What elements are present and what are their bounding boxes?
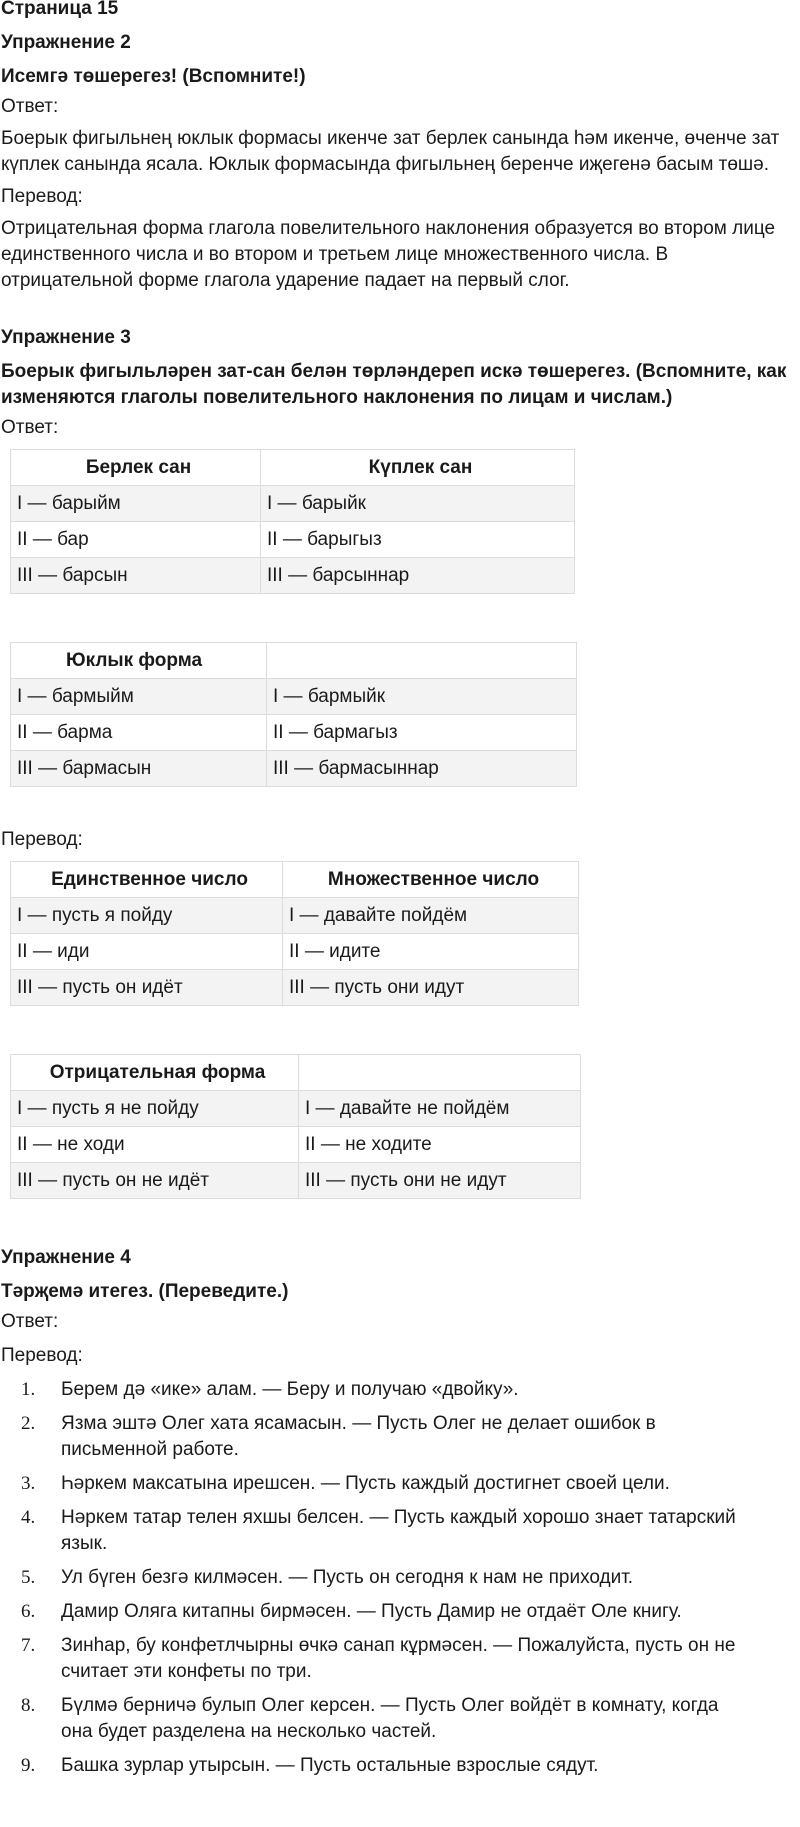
list-item xyxy=(1,1505,741,1557)
list-item-number: 1. xyxy=(21,1379,36,1400)
list-item-text: Ул бүген безгә килмәсен. — Пусть он сегодня к нам не приходит. xyxy=(61,1567,634,1588)
list-item-text: Язма эштә Олег хата ясамасын. — Пусть Олег не делает ошибок в письменной работе. xyxy=(61,1413,656,1460)
list-item xyxy=(1,1753,741,1779)
exercise-4 xyxy=(1,1245,800,1779)
list-item-text: Зинһар, бу конфетлчырны өчкә санап кұрмәсен. — Пожалуйста, пусть он не считает эти конфеты по три. xyxy=(61,1635,736,1682)
table-translation-numbers xyxy=(10,861,579,1006)
list-item-number: 3. xyxy=(21,1473,36,1494)
exercise-2 xyxy=(1,30,800,294)
exercise-4-answer-label: Ответ: xyxy=(1,1311,59,1332)
table-header: Единственное число xyxy=(11,862,283,898)
exercise-2-translation-text: Отрицательная форма глагола повелительного наклонения образуется во втором лице единственного числа и во втором и третьем лице множественного числа. В отрицательной форме глагола ударение падает на первый слог. xyxy=(1,218,776,291)
list-item-number: 9. xyxy=(21,1755,36,1776)
list-item-text: Башка зурлар утырсын. — Пусть остальные взрослые сядут. xyxy=(61,1755,599,1776)
list-item-number: 2. xyxy=(21,1413,36,1434)
table-row xyxy=(11,679,577,715)
list-item-text: Дамир Оляга китапны бирмәсен. — Пусть Дамир не отдаёт Оле книгу. xyxy=(61,1601,682,1622)
table-cell: II — не ходите xyxy=(299,1127,581,1163)
list-item xyxy=(1,1599,741,1625)
table-cell: II — бармагыз xyxy=(267,715,577,751)
table-header: Юклык форма xyxy=(11,643,267,679)
table-row xyxy=(11,558,575,594)
list-item-number: 6. xyxy=(21,1601,36,1622)
exercise-2-task: Исемгә төшерегез! (Вспомните!) xyxy=(1,66,306,87)
table-cell: II — барыгыз xyxy=(261,522,575,558)
table-row xyxy=(11,1127,581,1163)
table-row xyxy=(11,522,575,558)
table-row xyxy=(11,715,577,751)
translation-list xyxy=(1,1377,800,1779)
list-item-text: Бүлмә берничә булып Олег керсен. — Пусть Олег войдёт в комнату, когда она будет разделена на несколько частей. xyxy=(61,1695,719,1742)
list-item-number: 5. xyxy=(21,1567,36,1588)
table-cell: III — пусть они не идут xyxy=(299,1163,581,1199)
table-row xyxy=(11,751,577,787)
table-cell: I — бармыйк xyxy=(267,679,577,715)
table-cell: III — пусть он идёт xyxy=(11,970,283,1006)
table-cell: III — бармасын xyxy=(11,751,267,787)
list-item xyxy=(1,1565,741,1591)
table-cell: III — барсыннар xyxy=(261,558,575,594)
table-header: Берлек сан xyxy=(11,450,261,486)
table-header xyxy=(299,1055,581,1091)
exercise-3-translation-label: Перевод: xyxy=(1,829,83,850)
table-cell: III — пусть они идут xyxy=(283,970,579,1006)
list-item xyxy=(1,1411,741,1463)
table-row xyxy=(11,1091,581,1127)
exercise-4-title: Упражнение 4 xyxy=(1,1247,131,1268)
list-item-text: Нәркем татар телен яхшы белсен. — Пусть каждый хорошо знает татарский язык. xyxy=(61,1507,736,1554)
table-row xyxy=(11,970,579,1006)
list-item-text: Берем дә «ике» алам. — Беру и получаю «двойку». xyxy=(61,1379,519,1400)
list-item xyxy=(1,1471,741,1497)
list-item-number: 8. xyxy=(21,1695,36,1716)
table-cell: I — давайте пойдём xyxy=(283,898,579,934)
exercise-2-title: Упражнение 2 xyxy=(1,32,131,53)
exercise-4-translation-label: Перевод: xyxy=(1,1345,83,1366)
exercise-2-answer-text: Боерык фигыльнең юклык формасы икенче зат берлек санында һәм икенче, өченче зат күплек санында ясала. Юклык формасында фигыльнең беренче иҗегенә басым төшә. xyxy=(1,128,780,175)
table-row xyxy=(11,486,575,522)
table-cell: III — пусть он не идёт xyxy=(11,1163,299,1199)
table-row xyxy=(11,934,579,970)
table-cell: I — давайте не пойдём xyxy=(299,1091,581,1127)
exercise-3-title: Упражнение 3 xyxy=(1,327,131,348)
exercise-2-answer-label: Ответ: xyxy=(1,96,59,117)
table-singular-plural xyxy=(10,449,575,594)
table-cell: II — иди xyxy=(11,934,283,970)
list-item-number: 4. xyxy=(21,1507,36,1528)
table-row xyxy=(11,1163,581,1199)
table-cell: I — барыйм xyxy=(11,486,261,522)
exercise-4-task: Тәрҗемә итегез. (Переведите.) xyxy=(1,1281,289,1302)
table-header: Множественное число xyxy=(283,862,579,898)
page-title: Страница 15 xyxy=(1,0,119,19)
exercise-2-translation-label: Перевод: xyxy=(1,186,83,207)
table-cell: I — барыйк xyxy=(261,486,575,522)
table-cell: II — бар xyxy=(11,522,261,558)
table-cell: II — барма xyxy=(11,715,267,751)
table-header xyxy=(267,643,577,679)
table-negative-form xyxy=(10,642,577,787)
table-cell: I — пусть я не пойду xyxy=(11,1091,299,1127)
list-item xyxy=(1,1693,741,1745)
table-header: Күплек сан xyxy=(261,450,575,486)
list-item-text: Һәркем максатына ирешсен. — Пусть каждый достигнет своей цели. xyxy=(61,1473,670,1494)
list-item xyxy=(1,1377,741,1403)
table-row xyxy=(11,898,579,934)
table-cell: I — пусть я пойду xyxy=(11,898,283,934)
table-translation-negative xyxy=(10,1054,581,1199)
exercise-3 xyxy=(1,325,800,1199)
table-cell: II — не ходи xyxy=(11,1127,299,1163)
exercise-3-answer-label: Ответ: xyxy=(1,417,59,438)
table-header: Отрицательная форма xyxy=(11,1055,299,1091)
table-cell: I — бармыйм xyxy=(11,679,267,715)
exercise-3-task: Боерык фигыльләрен зат-сан белән төрләндереп искә төшерегез. (Вспомните, как изменяются глаголы повелительного наклонения по лицам и числам.) xyxy=(1,361,787,408)
table-cell: III — барсын xyxy=(11,558,261,594)
list-item-number: 7. xyxy=(21,1635,36,1656)
table-cell: II — идите xyxy=(283,934,579,970)
table-cell: III — бармасыннар xyxy=(267,751,577,787)
list-item xyxy=(1,1633,741,1685)
